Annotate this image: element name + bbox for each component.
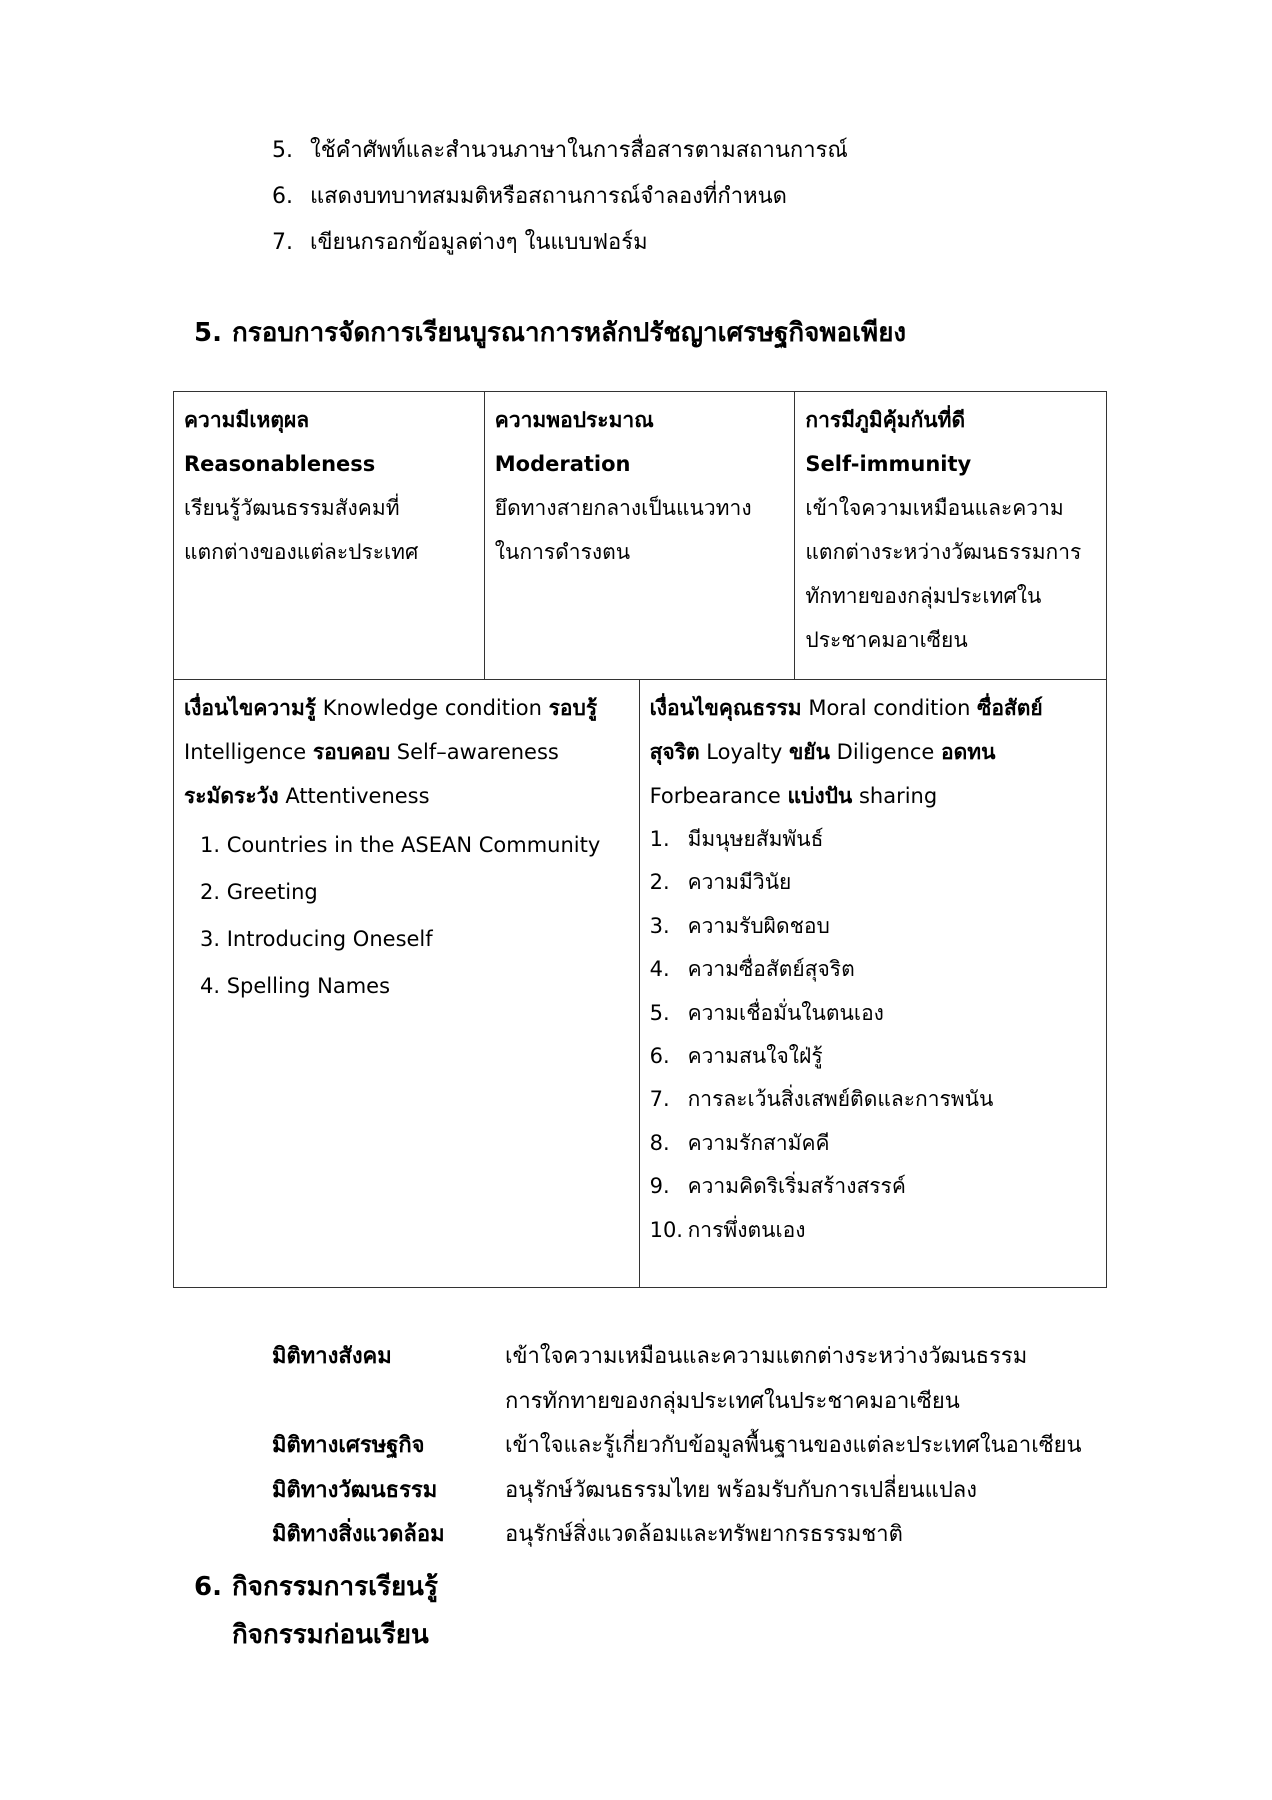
sufficiency-framework-table — [173, 391, 1107, 1288]
list-item: 2. Greeting — [200, 880, 318, 904]
section-5-heading: 5. กรอบการจัดการเรียนบูรณาการหลักปรัชญาเศรษฐกิจพอเพียง — [194, 318, 907, 348]
dimension-label: มิติทางสังคม — [272, 1344, 392, 1369]
list-item: 4. Spelling Names — [200, 974, 391, 998]
intro-item: 7. เขียนกรอกข้อมูลต่างๆ ในแบบฟอร์ม — [272, 230, 648, 255]
section-6-heading: 6. กิจกรรมการเรียนรู้ — [194, 1572, 438, 1602]
list-item: 10. การพึ่งตนเอง — [649, 1217, 806, 1242]
list-item: 7. การละเว้นสิ่งเสพย์ติดและการพนัน — [649, 1087, 994, 1112]
section-6-subheading: กิจกรรมก่อนเรียน — [232, 1620, 429, 1650]
list-item: 1. มีมนุษยสัมพันธ์ — [649, 827, 824, 851]
intro-item: 6. แสดงบทบาทสมมติหรือสถานการณ์จำลองที่กำหนด — [272, 184, 787, 209]
list-item: 1. Countries in the ASEAN Community — [200, 833, 601, 857]
list-item: 5. ความเชื่อมั่นในตนเอง — [649, 1000, 884, 1025]
dimension-text: อนุรักษ์สิ่งแวดล้อมและทรัพยากรธรรมชาติ — [505, 1522, 903, 1547]
knowledge-condition-cell: เงื่อนไขความรู้ Knowledge condition รอบรู้ Intelligence รอบคอบ Self–awareness ระมัดระวัง Attentiveness 1. Countries in the ASEAN Community 2. Greeting 3. Introducing Oneself 4. Spelling Names — [174, 680, 640, 1288]
moral-condition-cell: เงื่อนไขคุณธรรม Moral condition ซื่อสัตย์ สุจริต Loyalty ขยัน Diligence อดทน Forbearance แบ่งปัน sharing 1. มีมนุษยสัมพันธ์ 2. ความมีวินัย 3. ความรับผิดชอบ 4. ความซื่อสัตย์สุจริต 5. ความเชื่อมั่นในตนเอง 6. ความสนใจใฝ่รู้ 7. การละเว้นสิ่งเสพย์ติดและการพนัน 8. ความรักสามัคคี 9. ความคิดริเริ่มสร้างสรรค์ 10. การพึ่งตนเอง — [639, 680, 1106, 1288]
reasonableness-cell: ความมีเหตุผล Reasonableness เรียนรู้วัฒนธรรมสังคมที่ แตกต่างของแต่ละประเทศ — [174, 392, 485, 680]
list-item: 3. Introducing Oneself — [200, 927, 433, 951]
dimension-text: การทักทายของกลุ่มประเทศในประชาคมอาเซียน — [505, 1388, 960, 1414]
dimension-label: มิติทางวัฒนธรรม — [272, 1477, 438, 1503]
dimension-label: มิติทางสิ่งแวดล้อม — [272, 1522, 445, 1547]
list-item: 2. ความมีวินัย — [649, 870, 792, 895]
dimension-label: มิติทางเศรษฐกิจ — [272, 1433, 425, 1458]
list-item: 8. ความรักสามัคคี — [649, 1130, 830, 1155]
dimension-text: อนุรักษ์วัฒนธรรมไทย พร้อมรับกับการเปลี่ยนแปลง — [505, 1477, 978, 1503]
intro-item: 5. ใช้คำศัพท์และสำนวนภาษาในการสื่อสารตามสถานการณ์ — [272, 138, 848, 163]
list-item: 6. ความสนใจใฝ่รู้ — [649, 1044, 823, 1069]
dimension-text: เข้าใจความเหมือนและความแตกต่างระหว่างวัฒนธรรม — [505, 1344, 1028, 1369]
moderation-cell: ความพอประมาณ Moderation ยึดทางสายกลางเป็นแนวทาง ในการดำรงตน — [484, 392, 795, 680]
list-item: 9. ความคิดริเริ่มสร้างสรรค์ — [649, 1174, 906, 1199]
list-item: 3. ความรับผิดชอบ — [649, 913, 830, 938]
dimension-text: เข้าใจและรู้เกี่ยวกับข้อมูลพื้นฐานของแต่ละประเทศในอาเซียน — [505, 1433, 1082, 1458]
self-immunity-cell: การมีภูมิคุ้มกันที่ดี Self-immunity เข้าใจความเหมือนและความ แตกต่างระหว่างวัฒนธรรมการ ทักทายของกลุ่มประเทศใน ประชาคมอาเซียน — [795, 392, 1107, 680]
list-item: 4. ความซื่อสัตย์สุจริต — [649, 957, 855, 982]
